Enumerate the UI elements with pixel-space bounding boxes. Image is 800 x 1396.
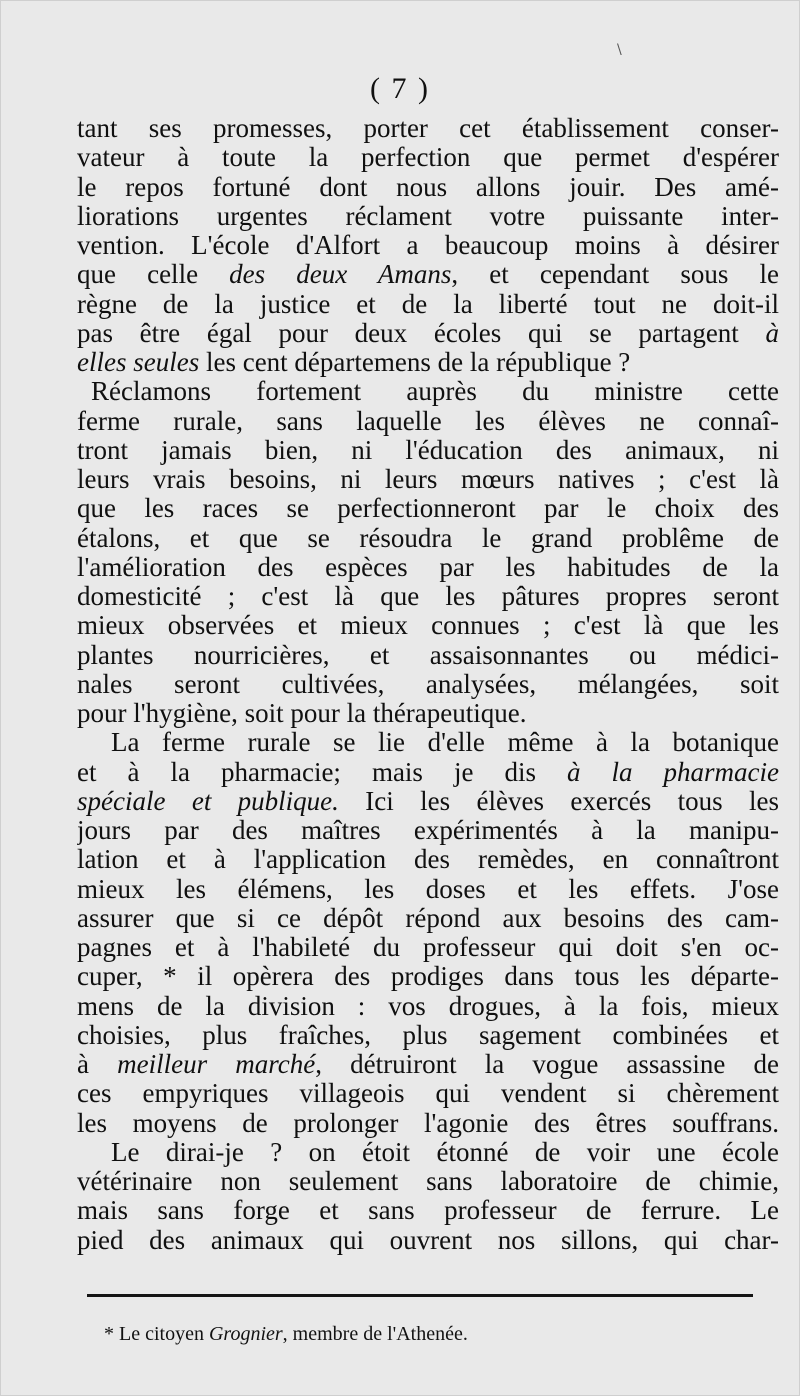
text-line (77, 1109, 779, 1138)
text-segment: Ici les élèves exercés tous les (338, 786, 779, 816)
text-line (77, 875, 779, 904)
text-segment: plantes nourricières, et assaisonnantes ou médici- (77, 640, 779, 670)
text-segment: et à la pharmacie; mais je dis (77, 757, 567, 787)
text-line (77, 465, 779, 494)
text-segment: règne de la justice et de la liberté tout ne doit-il (77, 289, 779, 319)
text-line (77, 114, 779, 143)
text-line (77, 1196, 779, 1225)
text-segment: l'amélioration des espèces par les habitudes de la (77, 552, 779, 582)
text-line (77, 670, 779, 699)
text-line (77, 816, 779, 845)
text-line (77, 933, 779, 962)
text-segment: tront jamais bien, ni l'éducation des animaux, ni (77, 435, 779, 465)
italic-text: spéciale et publique. (77, 786, 339, 816)
text-segment: pied des animaux qui ouvrent nos sillons, qui char- (77, 1225, 779, 1255)
text-segment: La ferme rurale se lie d'elle même à la botanique (111, 728, 779, 758)
text-segment: mens de la division : vos drogues, à la fois, mieux (77, 991, 779, 1021)
text-line (77, 319, 779, 348)
text-segment: que celle (77, 260, 230, 290)
text-segment: étalons, et que se résoudra le grand problême de (77, 523, 779, 553)
footnote-suffix: , membre de l'Athenée. (282, 1323, 468, 1345)
text-line (77, 641, 779, 670)
text-line (77, 787, 779, 816)
text-segment: vention. L'école d'Alfort a beaucoup moins à désirer (77, 231, 779, 260)
text-segment: pagnes et à l'habileté du professeur qui doit s'en oc- (77, 933, 779, 962)
text-segment: Le dirai-je ? on étoit étonné de voir une école (111, 1137, 779, 1167)
text-segment: liorations urgentes réclament votre puissante inter- (77, 201, 779, 231)
text-segment: mais sans forge et sans professeur de ferrure. Le (77, 1196, 779, 1226)
text-line (77, 611, 779, 640)
text-segment: les cent départemens de la république ? (199, 348, 631, 377)
text-segment: domesticité ; c'est là que les pâtures propres seront (77, 582, 779, 611)
text-line (77, 904, 779, 933)
text-segment: pas être égal pour deux écoles qui se partagent (77, 318, 766, 348)
text-segment: le repos fortuné dont nous allons jouir. Des amé- (77, 172, 779, 202)
text-segment: jours par des maîtres expérimentés à la manipu- (77, 816, 779, 845)
text-segment: vétérinaire non seulement sans laboratoire de chimie, (77, 1167, 779, 1196)
text-segment: assurer que si ce dépôt répond aux besoins des cam- (77, 903, 779, 933)
italic-text: meilleur marché (117, 1050, 316, 1079)
text-line (77, 1167, 779, 1196)
text-line (77, 143, 779, 172)
text-line (77, 260, 779, 289)
text-line (77, 992, 779, 1021)
text-line (77, 1138, 779, 1167)
text-segment: choisies, plus fraîches, plus sagement combinées et (77, 1020, 779, 1050)
text-line (77, 962, 779, 991)
footnote (104, 1323, 468, 1346)
footnote-prefix: * Le citoyen (104, 1323, 209, 1345)
text-segment: tant ses promesses, porter cet établissement conser- (77, 114, 779, 143)
text-line (77, 1079, 779, 1108)
italic-text: à (765, 318, 779, 348)
text-segment: ferme rurale, sans laquelle les élèves ne connaî- (77, 406, 779, 436)
text-segment: les moyens de prolonger l'agonie des êtres souffrans. (77, 1108, 779, 1138)
text-segment: ces empyriques villageois qui vendent si chèrement (77, 1079, 779, 1109)
text-segment: , détruiront la vogue assassine de (315, 1050, 779, 1079)
text-line (77, 845, 779, 874)
text-line (77, 1050, 779, 1079)
text-line (77, 553, 779, 582)
text-segment: cuper, * il opèrera des prodiges dans tous les départe- (77, 962, 779, 992)
footnote-name: Grognier (208, 1323, 283, 1345)
text-line (77, 231, 779, 260)
text-segment: mieux observées et mieux connues ; c'est là que les (77, 611, 779, 641)
body-text (77, 114, 779, 1255)
text-line (77, 436, 779, 465)
text-line (77, 699, 779, 728)
text-line (77, 728, 779, 757)
text-line (77, 758, 779, 787)
text-segment: mieux les élémens, les doses et les effets. J'ose (77, 874, 779, 904)
text-line (77, 202, 779, 231)
italic-text: à la pharmacie (566, 757, 779, 787)
text-line (77, 494, 779, 523)
italic-text: elles seules (77, 348, 200, 377)
italic-text: des deux Amans (229, 260, 452, 290)
text-segment: à (77, 1050, 118, 1079)
text-segment: que les races se perfectionneront par le choix des (77, 494, 779, 524)
text-line (77, 582, 779, 611)
text-segment: vateur à toute la perfection que permet d'espérer (77, 143, 779, 173)
text-line (77, 524, 779, 553)
text-line (77, 407, 779, 436)
text-line (77, 1021, 779, 1050)
text-line (77, 348, 779, 377)
page-mark: \ (617, 42, 622, 58)
text-segment: lation et à l'application des remèdes, en connaîtront (77, 845, 779, 875)
text-segment: pour l'hygiène, soit pour la thérapeutique. (77, 699, 527, 728)
text-line (77, 377, 779, 406)
page-number: ( 7 ) (370, 72, 430, 105)
text-line (77, 1226, 779, 1255)
text-segment: , et cependant sous le (451, 260, 779, 290)
text-segment: leurs vrais besoins, ni leurs mœurs natives ; c'est là (77, 465, 779, 494)
text-segment: Réclamons fortement auprès du ministre cette (91, 377, 779, 407)
footnote-rule (87, 1294, 753, 1297)
text-line (77, 173, 779, 202)
text-segment: nales seront cultivées, analysées, mélangées, soit (77, 669, 779, 699)
text-line (77, 290, 779, 319)
